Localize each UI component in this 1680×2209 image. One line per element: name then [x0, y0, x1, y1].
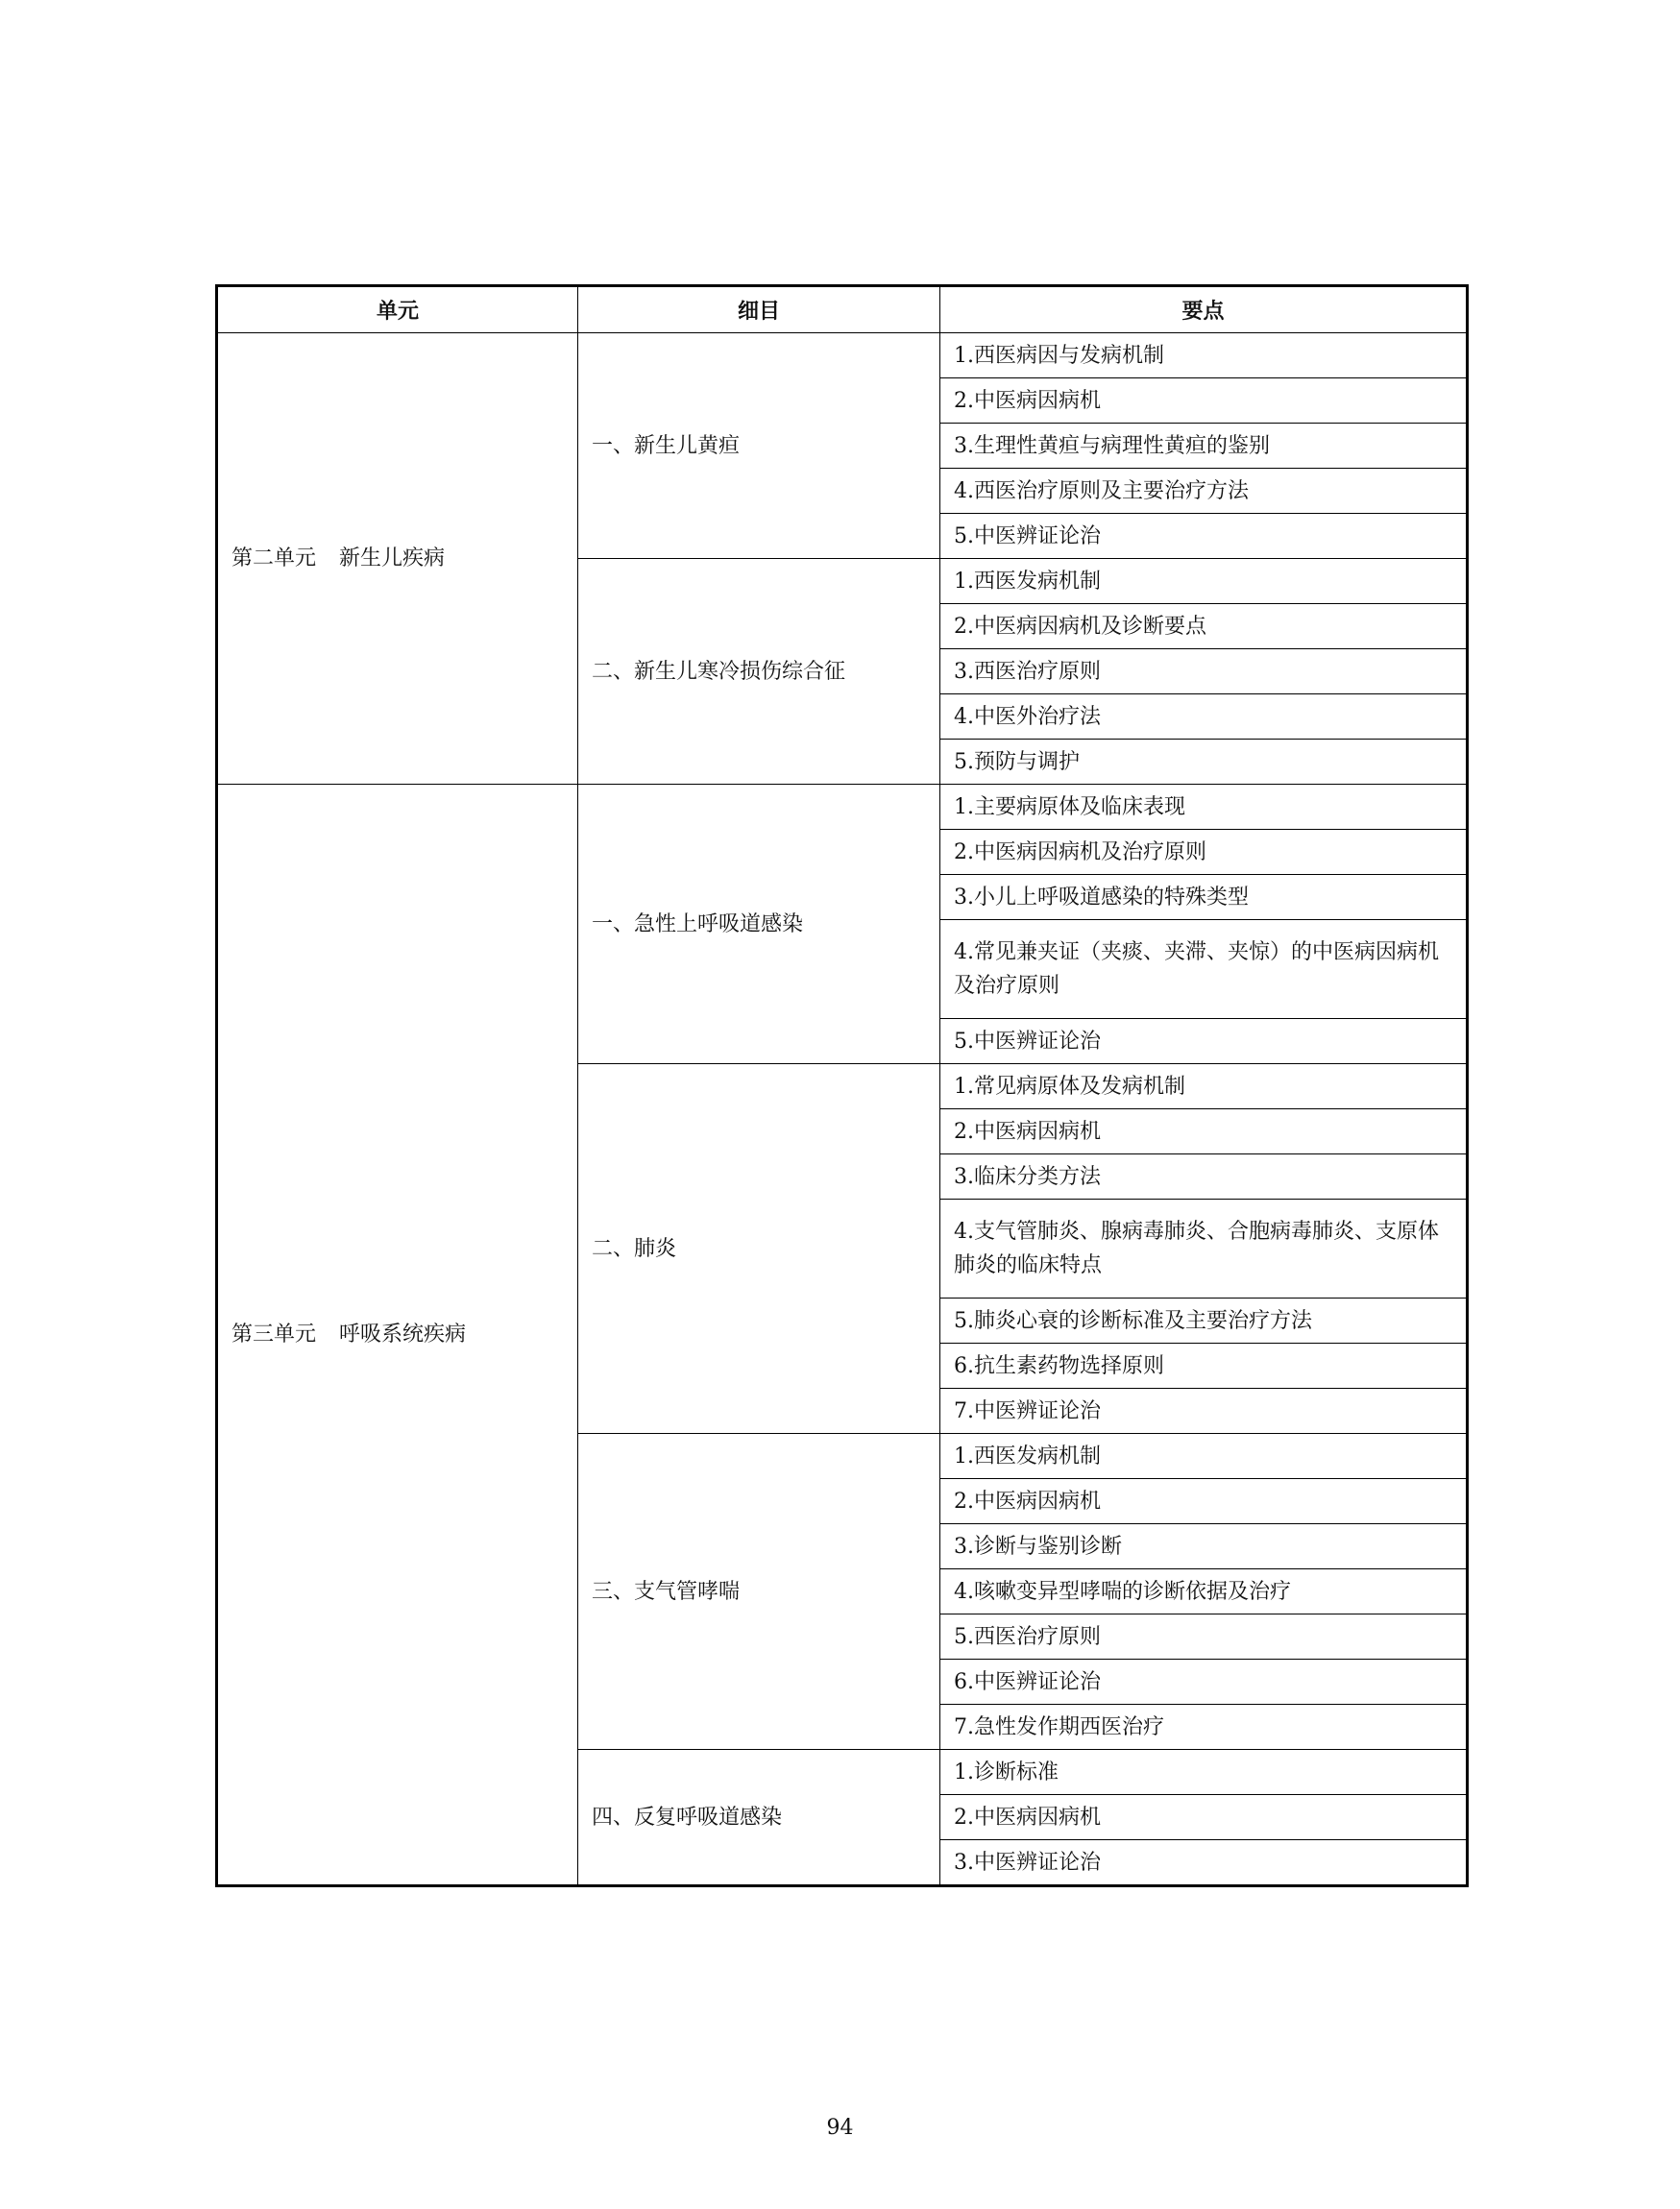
item-cell: 二、新生儿寒冷损伤综合征 — [578, 559, 940, 785]
point-cell: 4.西医治疗原则及主要治疗方法 — [940, 469, 1468, 514]
point-cell: 1.主要病原体及临床表现 — [940, 785, 1468, 830]
point-cell: 6.抗生素药物选择原则 — [940, 1344, 1468, 1389]
point-cell: 4.常见兼夹证（夹痰、夹滞、夹惊）的中医病因病机及治疗原则 — [940, 920, 1468, 1019]
point-cell: 4.支气管肺炎、腺病毒肺炎、合胞病毒肺炎、支原体肺炎的临床特点 — [940, 1200, 1468, 1299]
point-cell: 1.常见病原体及发病机制 — [940, 1064, 1468, 1109]
point-cell: 1.西医发病机制 — [940, 1434, 1468, 1479]
point-cell: 3.中医辨证论治 — [940, 1840, 1468, 1886]
point-cell: 2.中医病因病机 — [940, 1109, 1468, 1154]
header-item: 细目 — [578, 286, 940, 333]
unit-title: 呼吸系统疾病 — [339, 1323, 467, 1347]
header-row — [217, 286, 1468, 333]
point-cell: 4.咳嗽变异型哮喘的诊断依据及治疗 — [940, 1569, 1468, 1614]
point-cell: 7.中医辨证论治 — [940, 1389, 1468, 1434]
point-cell: 3.西医治疗原则 — [940, 649, 1468, 694]
point-cell: 2.中医病因病机及诊断要点 — [940, 604, 1468, 649]
syllabus-table — [215, 284, 1469, 1887]
point-cell: 1.诊断标准 — [940, 1750, 1468, 1795]
unit-name: 第三单元 — [231, 1323, 317, 1347]
unit-title: 新生儿疾病 — [339, 546, 446, 570]
point-cell: 7.急性发作期西医治疗 — [940, 1705, 1468, 1750]
table-row — [217, 333, 1468, 378]
point-cell: 4.中医外治疗法 — [940, 694, 1468, 740]
point-cell: 3.临床分类方法 — [940, 1154, 1468, 1200]
item-cell: 一、新生儿黄疸 — [578, 333, 940, 559]
point-cell: 2.中医病因病机及治疗原则 — [940, 830, 1468, 875]
point-cell: 3.诊断与鉴别诊断 — [940, 1524, 1468, 1569]
point-cell: 1.西医发病机制 — [940, 559, 1468, 604]
header-unit: 单元 — [217, 286, 578, 333]
item-cell: 二、肺炎 — [578, 1064, 940, 1434]
table-body — [217, 333, 1468, 1886]
unit-cell — [217, 333, 578, 785]
unit-cell — [217, 785, 578, 1886]
point-cell: 5.中医辨证论治 — [940, 1019, 1468, 1064]
point-cell: 2.中医病因病机 — [940, 1795, 1468, 1840]
point-cell: 2.中医病因病机 — [940, 1479, 1468, 1524]
point-cell: 3.生理性黄疸与病理性黄疸的鉴别 — [940, 424, 1468, 469]
page-number: 94 — [826, 2116, 854, 2140]
point-cell: 5.预防与调护 — [940, 740, 1468, 785]
point-cell: 5.肺炎心衰的诊断标准及主要治疗方法 — [940, 1299, 1468, 1344]
item-cell: 三、支气管哮喘 — [578, 1434, 940, 1750]
point-cell: 6.中医辨证论治 — [940, 1660, 1468, 1705]
item-cell: 四、反复呼吸道感染 — [578, 1750, 940, 1886]
header-points: 要点 — [940, 286, 1468, 333]
point-cell: 2.中医病因病机 — [940, 378, 1468, 424]
point-cell: 5.中医辨证论治 — [940, 514, 1468, 559]
item-cell: 一、急性上呼吸道感染 — [578, 785, 940, 1064]
point-cell: 1.西医病因与发病机制 — [940, 333, 1468, 378]
table-row — [217, 785, 1468, 830]
point-cell: 5.西医治疗原则 — [940, 1614, 1468, 1660]
unit-name: 第二单元 — [231, 546, 317, 570]
point-cell: 3.小儿上呼吸道感染的特殊类型 — [940, 875, 1468, 920]
